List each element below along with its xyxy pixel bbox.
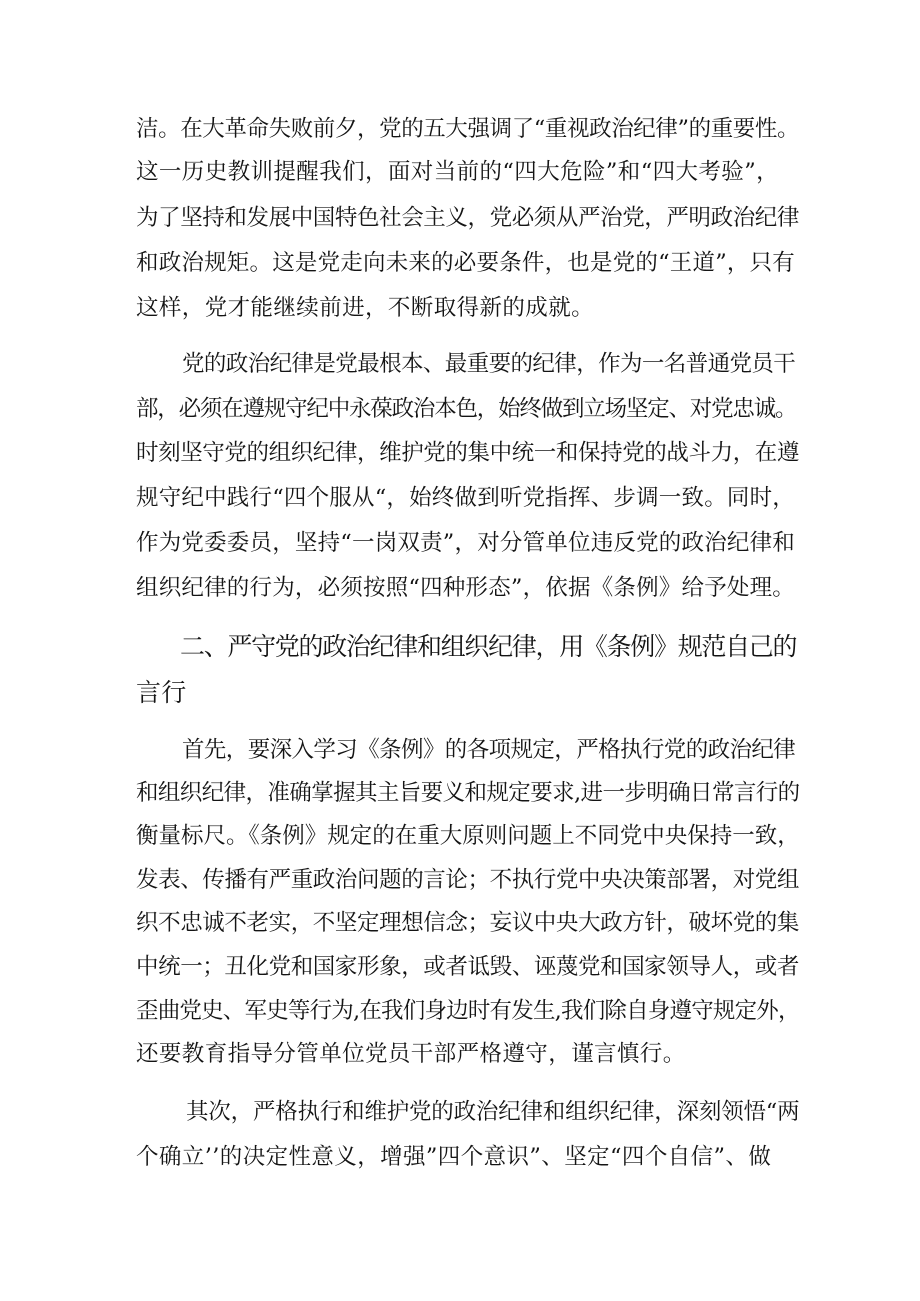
paragraph-3-line-7: 歪曲党史、军史等行为,在我们身边时有发生,我们除自身遵守规定外， (136, 998, 800, 1024)
paragraph-2-line-3: 时刻坚守党的组织纪律，维护党的集中统一和保持党的战斗力，在遵 (136, 440, 800, 466)
paragraph-1-line-2: 这一历史教训提醒我们，面对当前的“四大危险”和“四大考验”， (136, 159, 780, 185)
paragraph-2-line-1: 党的政治纪律是党最根本、最重要的纪律，作为一名普通党员干 (182, 351, 796, 377)
section-heading-line-2: 言行 (136, 678, 187, 707)
paragraph-3-line-8: 还要教育指导分管单位党员干部严格遵守，谨言慎行。 (136, 1041, 686, 1067)
paragraph-1-line-5: 这样，党才能继续前进，不断取得新的成就。 (136, 295, 595, 321)
paragraph-3-line-3: 衡量标尺。《条例》规定的在重大原则问题上不同党中央保持一致， (136, 823, 800, 849)
paragraph-2-line-5: 作为党委委员，坚持“一岗双责”，对分管单位违反党的政治纪律和 (136, 530, 796, 556)
paragraph-3-line-5: 织不忠诚不老实，不坚定理想信念；妄议中央大政方针，破坏党的集 (136, 910, 800, 936)
section-heading-line-1: 二、严守党的政治纪律和组织纪律，用《条例》规范自己的 (180, 632, 797, 661)
paragraph-3-line-2: 和组织纪律，准确掌握其主旨要义和规定要求,进一步明确日常言行的 (136, 780, 800, 806)
paragraph-4-line-1: 其次，严格执行和维护党的政治纪律和组织纪律，深刻领悟“两 (186, 1099, 800, 1125)
paragraph-3-line-6: 中统一；丑化党和国家形象，或者诋毁、诬蔑党和国家领导人，或者 (136, 954, 800, 980)
paragraph-4-line-2: 个确立’’的决定性意义，增强”四个意识”、坚定“四个自信”、做 (136, 1144, 772, 1170)
paragraph-2-line-6: 组织纪律的行为，必须按照“四种形态”，依据《条例》给予处理。 (136, 575, 796, 601)
paragraph-3-line-4: 发表、传播有严重政治问题的言论；不执行党中央决策部署，对党组 (136, 867, 800, 893)
paragraph-1-line-1: 洁。在大革命失败前夕，党的五大强调了“重视政治纪律”的重要性。 (136, 116, 800, 142)
paragraph-1-line-4: 和政治规矩。这是党走向未来的必要条件，也是党的“王道”，只有 (136, 250, 796, 276)
paragraph-1-line-3: 为了坚持和发展中国特色社会主义，党必须从严治党，严明政治纪律 (136, 205, 800, 231)
paragraph-2-line-2: 部，必须在遵规守纪中永葆政治本色，始终做到立场坚定、对党忠诚。 (136, 396, 797, 422)
paragraph-2-line-4: 规守纪中践行“四个服从“，始终做到听党指挥、步调一致。同时， (136, 485, 796, 511)
paragraph-3-line-1: 首先，要深入学习《条例》的各项规定，严格执行党的政治纪律 (182, 737, 796, 763)
